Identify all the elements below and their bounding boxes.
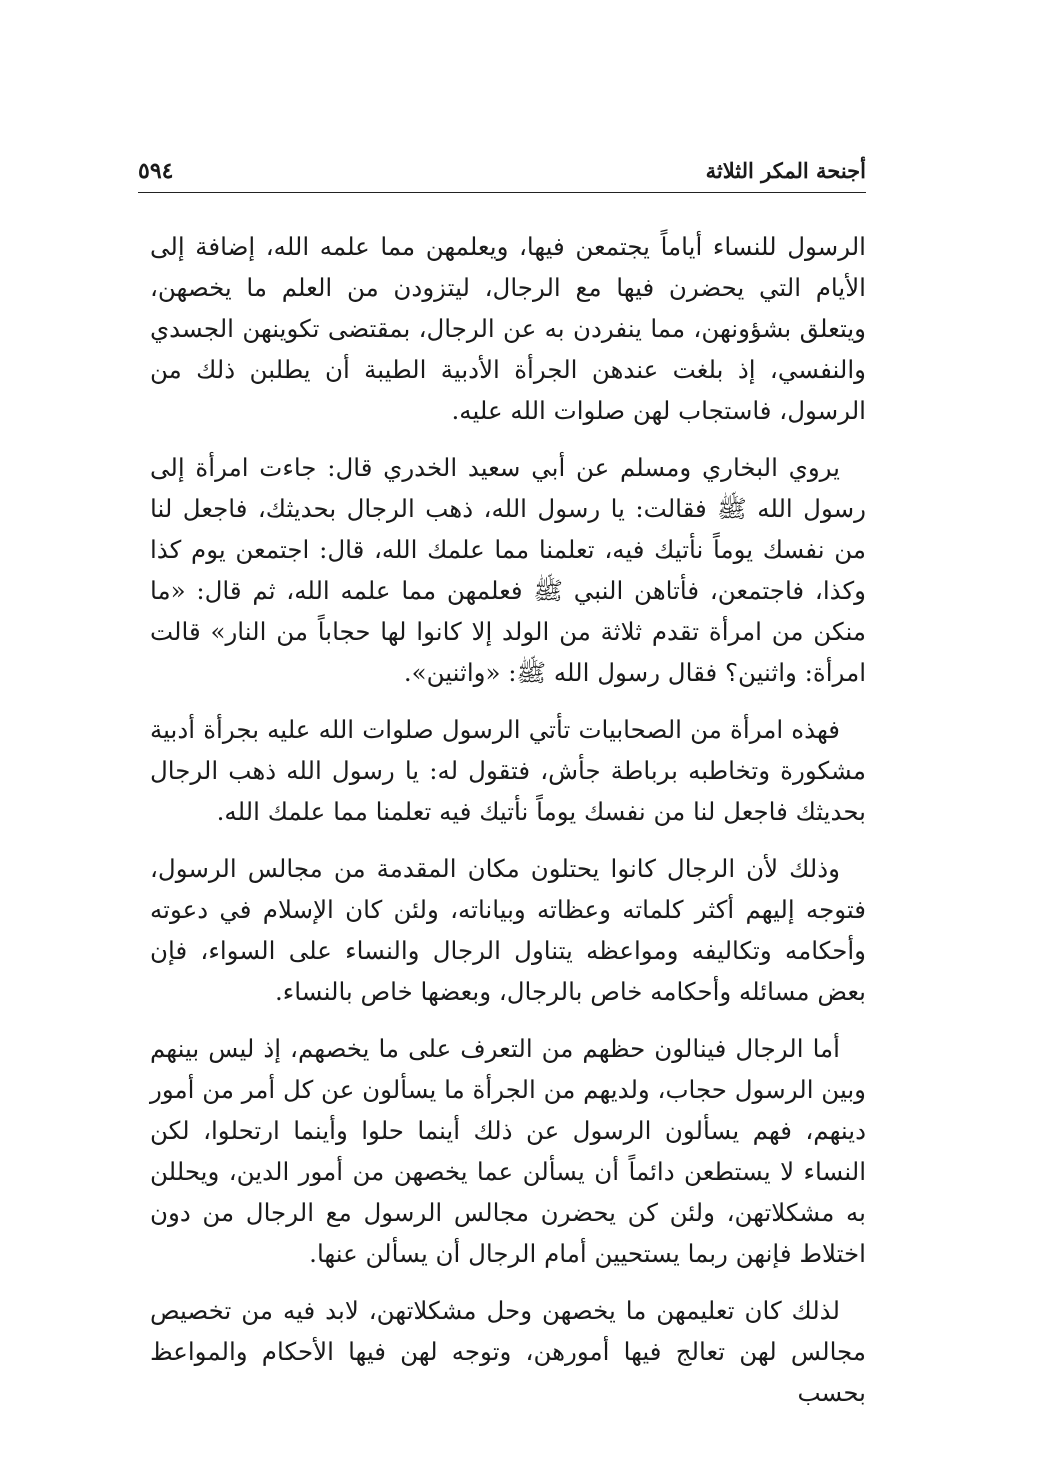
running-header	[138, 158, 866, 192]
paragraph-continuation: الرسول للنساء أياماً يجتمعن فيها، ويعلمهن مما علمه الله، إضافة إلى الأيام التي يحضرن فيها مع الرجال، ليتزودن من العلم ما يخصهن، ويتعلق بشؤونهن، مما ينفردن به عن الرجال، بمقتضى تكوينهن الجسدي والنفسي، إذ بلغت عندهن الجرأة الأدبية الطيبة أن يطلبن ذلك من الرسول، فاستجاب لهن صلوات الله عليه.	[150, 232, 866, 425]
book-title: أجنحة المكر الثلاثة	[705, 158, 866, 183]
paragraph-women-sessions: لذلك كان تعليمهن ما يخصهن وحل مشكلاتهن، لابد فيه من تخصيص مجالس لهن تعالج فيها أمورهن، وتوجه لهن فيها الأحكام والمواعظ بحسب	[150, 1296, 866, 1407]
paragraph-men-precedence: وذلك لأن الرجال كانوا يحتلون مكان المقدمة من مجالس الرسول، فتوجه إليهم أكثر كلماته وعظاته وبياناته، ولئن كان الإسلام في دعوته وأحكامه وتكاليفه ومواعظه يتناول الرجال والنساء على السواء، فإن بعض مسائله وأحكامه خاص بالرجال، وبعضها خاص بالنساء.	[150, 854, 866, 1006]
header-divider	[138, 192, 866, 193]
paragraph-hadith: يروي البخاري ومسلم عن أبي سعيد الخدري قال: جاءت امرأة إلى رسول الله ﷺ فقالت: يا رسول الله، ذهب الرجال بحديثك، فاجعل لنا من نفسك يوماً نأتيك فيه، تعلمنا مما علمك الله، قال: اجتمعن يوم كذا وكذا، فاجتمعن، فأتاهن النبي ﷺ فعلمهن مما علمه الله، ثم قال: «ما منكن من امرأة تقدم ثلاثة من الولد إلا كانوا لها حجاباً من النار» قالت امرأة: واثنين؟ فقال رسول الله ﷺ: «واثنين».	[150, 453, 866, 687]
page-number: ٥٩٤	[138, 158, 174, 184]
paragraph-men-questions: أما الرجال فينالون حظهم من التعرف على ما يخصهم، إذ ليس بينهم وبين الرسول حجاب، ولديهم من الجرأة ما يسألون عن كل أمر من أمور دينهم، فهم يسألون الرسول عن ذلك أينما حلوا وأينما ارتحلوا، لكن النساء لا يستطعن دائماً أن يسألن عما يخصهن من أمور الدين، ويحللن به مشكلاتهن، ولئن كن يحضرن مجالس الرسول مع الرجال من دون اختلاط فإنهن ربما يستحيين أمام الرجال أن يسألن عنها.	[150, 1034, 866, 1268]
body-text	[150, 226, 866, 1429]
paragraph-commentary: فهذه امرأة من الصحابيات تأتي الرسول صلوات الله عليه بجرأة أدبية مشكورة وتخاطبه برباطة جأش، فتقول له: يا رسول الله ذهب الرجال بحديثك فاجعل لنا من نفسك يوماً نأتيك فيه تعلمنا مما علمك الله.	[150, 715, 866, 826]
